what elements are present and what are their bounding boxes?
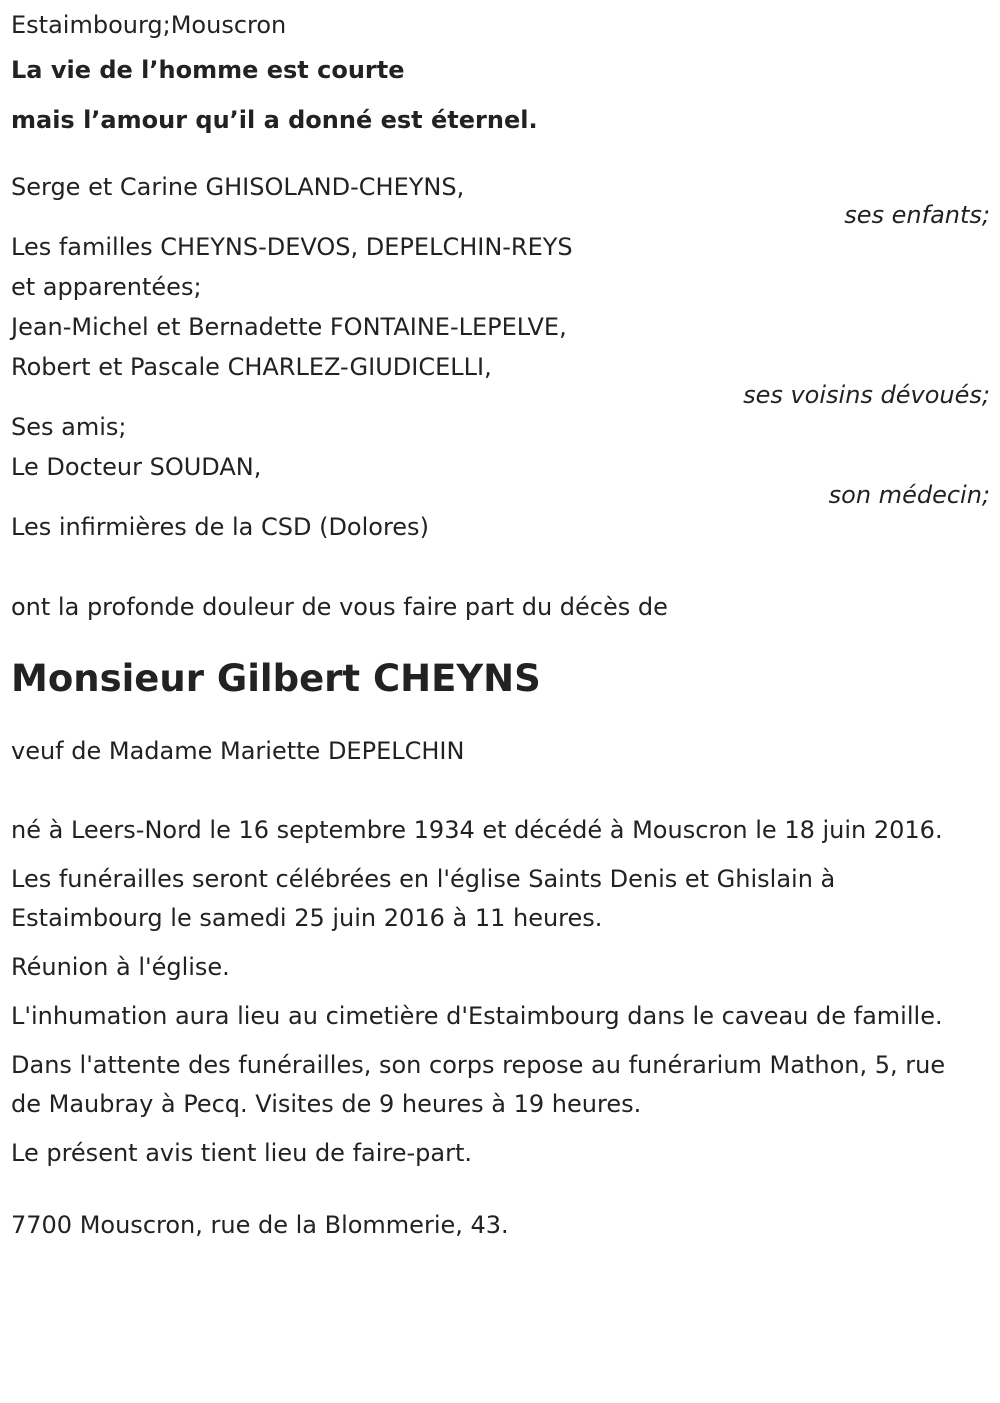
children-role: ses enfants; [844,201,990,229]
address-line: 7700 Mouscron, rue de la Blommerie, 43. [11,1211,509,1239]
neighbors-role: ses voisins dévoués; [743,381,990,409]
doctor-role: son médecin; [828,481,990,509]
motto-line-2: mais l’amour qu’il a donné est éternel. [11,106,538,134]
families-line-1: Les familles CHEYNS-DEVOS, DEPELCHIN-REYS [11,233,573,261]
location-line: Estaimbourg;Mouscron [11,11,287,39]
announcement-line: ont la profonde douleur de vous faire part du décès de [11,593,668,621]
burial-paragraph: L'inhumation aura lieu au cimetière d'Estaimbourg dans le caveau de famille. [11,1002,943,1030]
families-line-2: et apparentées; [11,273,202,301]
notice-paragraph: Le présent avis tient lieu de faire-part. [11,1139,473,1167]
nurses-line: Les infirmières de la CSD (Dolores) [11,513,429,541]
funeral-paragraph: Les funérailles seront célébrées en l'église Saints Denis et Ghislain à Estaimbourg le samedi 25 juin 2016 à 11 heures. [11,865,836,932]
meeting-paragraph: Réunion à l'église. [11,953,230,981]
obituary-page [11,5,990,1245]
rest-paragraph: Dans l'attente des funérailles, son corps repose au funérarium Mathon, 5, rue de Maubray à Pecq. Visites de 9 heures à 19 heures. [11,1051,946,1118]
widower-line: veuf de Madame Mariette DEPELCHIN [11,737,465,765]
friends-line: Ses amis; [11,413,127,441]
neighbor-2: Robert et Pascale CHARLEZ-GIUDICELLI, [11,353,492,381]
deceased-name: Monsieur Gilbert CHEYNS [11,657,541,700]
children-names: Serge et Carine GHISOLAND-CHEYNS, [11,173,465,201]
motto-line-1: La vie de l’homme est courte [11,56,405,84]
doctor-line: Le Docteur SOUDAN, [11,453,262,481]
birth-death-paragraph: né à Leers-Nord le 16 septembre 1934 et décédé à Mouscron le 18 juin 2016. [11,816,943,844]
neighbor-1: Jean-Michel et Bernadette FONTAINE-LEPELVE, [11,313,567,341]
